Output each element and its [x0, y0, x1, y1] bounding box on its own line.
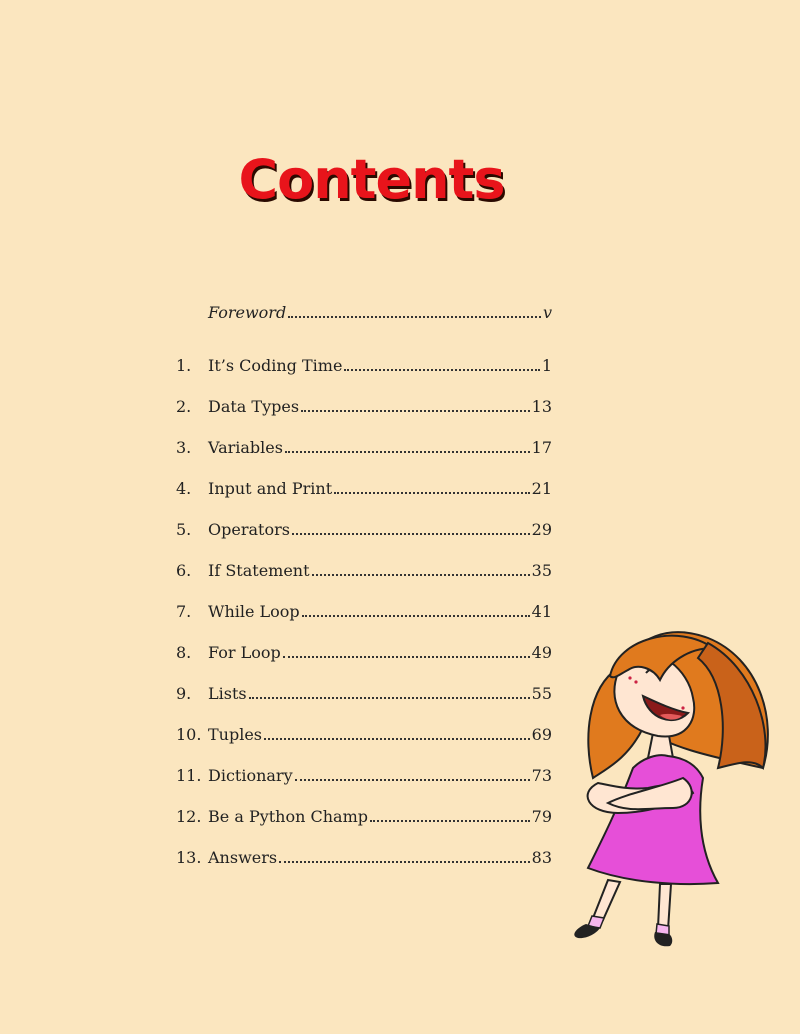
- toc-label: Foreword: [208, 303, 287, 322]
- toc-label: It’s Coding Time: [208, 356, 343, 375]
- toc-entry[interactable]: [176, 355, 552, 375]
- leader-dots: [285, 437, 530, 453]
- toc-number: 2.: [176, 397, 192, 416]
- leader-dots: [249, 683, 530, 699]
- toc-entry-foreword[interactable]: [208, 302, 552, 322]
- leader-dots: [295, 765, 530, 781]
- toc-number: 3.: [176, 438, 192, 457]
- leader-dots: [302, 601, 530, 617]
- toc-entry[interactable]: [176, 478, 552, 498]
- leader-dots: [288, 302, 541, 318]
- toc-number: 8.: [176, 643, 192, 662]
- toc-page-number: 83: [531, 848, 552, 867]
- toc-label: If Statement: [208, 561, 310, 580]
- toc-label: Be a Python Champ: [208, 807, 368, 826]
- toc-number: 7.: [176, 602, 192, 621]
- toc-page-number: 1: [541, 356, 552, 375]
- leader-dots: [312, 560, 530, 576]
- toc-entry[interactable]: [176, 601, 552, 621]
- toc-page-number: 49: [531, 643, 552, 662]
- toc-entry[interactable]: [176, 847, 552, 867]
- toc-page-number: 13: [531, 397, 552, 416]
- toc-entry[interactable]: [176, 560, 552, 580]
- leader-dots: [292, 519, 530, 535]
- toc-number: 1.: [176, 356, 192, 375]
- toc-label: For Loop: [208, 643, 281, 662]
- toc-number: 4.: [176, 479, 192, 498]
- girl-illustration: [548, 618, 778, 958]
- toc-number: 9.: [176, 684, 192, 703]
- toc-label: Tuples: [208, 725, 263, 744]
- toc-entry[interactable]: [176, 765, 552, 785]
- toc-page-number: 41: [531, 602, 552, 621]
- toc-number: 11.: [176, 766, 202, 785]
- toc-label: Input and Print: [208, 479, 333, 498]
- toc-page-number: 35: [531, 561, 552, 580]
- leader-dots: [301, 396, 530, 412]
- leader-dots: [334, 478, 530, 494]
- toc-entry[interactable]: [176, 396, 552, 416]
- toc-label: Data Types: [208, 397, 300, 416]
- page-title: Contents: [238, 148, 505, 211]
- toc-page-number: 55: [531, 684, 552, 703]
- leader-dots: [370, 806, 530, 822]
- toc-page-number: 29: [531, 520, 552, 539]
- toc-entry[interactable]: [176, 806, 552, 826]
- toc-entry[interactable]: [176, 683, 552, 703]
- toc-page-number: 69: [531, 725, 552, 744]
- toc-number: 5.: [176, 520, 192, 539]
- toc-entry[interactable]: [176, 519, 552, 539]
- toc-label: Dictionary: [208, 766, 293, 785]
- leader-dots: [279, 847, 530, 863]
- leader-dots: [264, 724, 530, 740]
- toc-page-number: 17: [531, 438, 552, 457]
- leader-dots: [344, 355, 539, 371]
- toc-number: 10.: [176, 725, 202, 744]
- toc-number: 12.: [176, 807, 202, 826]
- toc-label: Variables: [208, 438, 283, 457]
- toc-number: 13.: [176, 848, 202, 867]
- toc-entry[interactable]: [176, 642, 552, 662]
- toc-page-number: 73: [531, 766, 552, 785]
- toc-page-number: 21: [531, 479, 552, 498]
- leader-dots: [283, 642, 530, 658]
- toc-label: Operators: [208, 520, 290, 539]
- toc-entry[interactable]: [176, 724, 552, 744]
- toc-label: Lists: [208, 684, 247, 703]
- toc-page-number: 79: [531, 807, 552, 826]
- toc-entry[interactable]: [176, 437, 552, 457]
- toc-number: 6.: [176, 561, 192, 580]
- toc-page-number: v: [542, 303, 552, 322]
- toc-label: While Loop: [208, 602, 300, 621]
- toc-label: Answers: [208, 848, 278, 867]
